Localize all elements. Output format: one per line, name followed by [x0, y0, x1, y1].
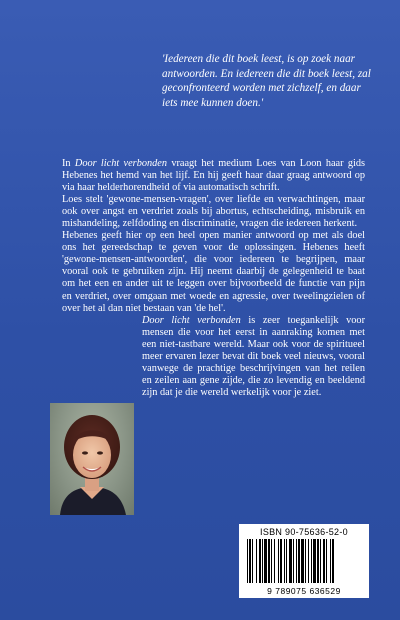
isbn-number: ISBN 90-75636-52-0	[260, 527, 348, 537]
barcode-bars	[245, 539, 363, 583]
paragraph-intro: In Door licht verbonden vraagt het medium Loes van Loon haar gids Hebenes het hemd van het lijf. En hij geeft haar daar graag antwoord op via haar helderhorendheid of via automatisch schrift.	[62, 158, 366, 194]
paragraph-closing: Door licht verbonden is zeer toegankelijk voor mensen die voor het eerst in aanraking komen met een niet-tastbare wereld. Maar ook voor de spiritueel meer ervaren lezer bevat dit boek veel nieuws, vooral vanwege de prachtige beschrijvingen van het reilen en zeilen aan gene zijde, die zo levendig en beeldend zijn dat je die wereld werkelijk voor je ziet.	[62, 315, 365, 399]
book-title-inline: Door licht verbonden	[74, 158, 168, 169]
book-title-inline: Door licht verbonden	[142, 314, 241, 326]
paragraph-answers: Hebenes geeft hier op een heel open manier antwoord op met als doel ons het gereedschap te geven voor de oplossingen. Hebenes heeft 'gewone-mensen-antwoorden', die voor iedereen te begrijpen, maar vooral ook te gebruiken zijn. Hij neemt daarbij de gelegenheid te baat om het een en ander uit te leggen over bijvoorbeeld de functie van pijn en verdriet, over omgaan met woede en agressie, over tweelingzielen of over het al dan niet bestaan van 'de hel'.	[62, 230, 365, 314]
cover-quote: 'Iedereen die dit boek leest, is op zoek naar antwoorden. En iedereen die dit boek leest, zal geconfronteerd worden met zichzelf, en daar iets mee kunnen doen.'	[162, 53, 371, 109]
barcode-digits: 9 789075 636529	[267, 586, 341, 596]
barcode	[239, 524, 369, 598]
paragraph-questions: Loes stelt 'gewone-mensen-vragen', over liefde en verwachtingen, maar ook over angst en verdriet zoals bij abortus, echtscheiding, misbruik en mishandeling, zelfdoding en discriminatie, vragen die iedereen herkent.	[62, 194, 365, 230]
author-photo	[50, 403, 134, 515]
